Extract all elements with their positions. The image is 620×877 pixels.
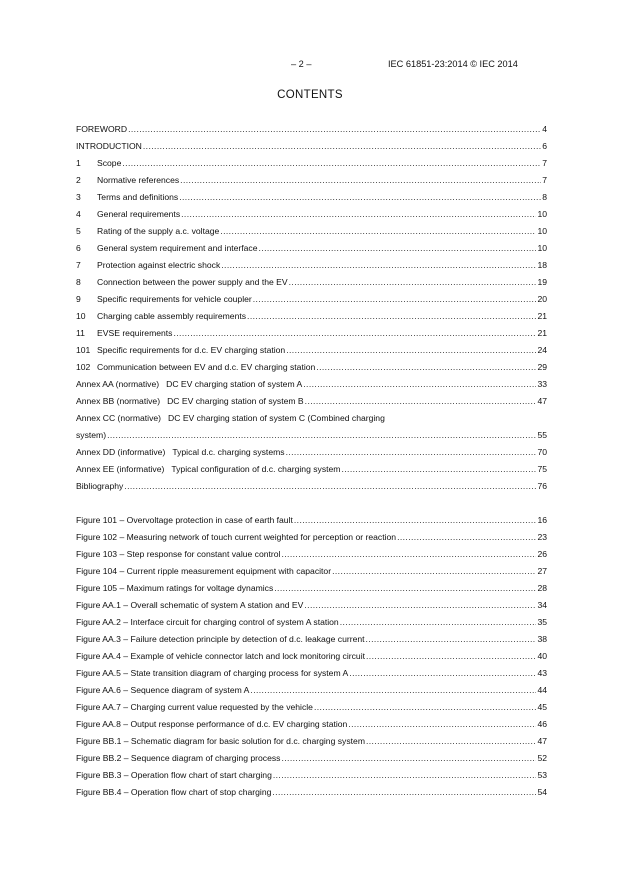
dot-leader (173, 325, 536, 342)
entry-title: DC EV charging station of system C (Combined charging (168, 413, 385, 423)
toc-entry[interactable] (76, 393, 547, 410)
entry-page-number: 54 (537, 787, 547, 797)
toc-entry[interactable] (76, 342, 547, 359)
dot-leader (253, 291, 537, 308)
entry-page-number: 10 (537, 243, 547, 253)
entry-title: FOREWORD (76, 124, 128, 134)
entry-page-number: 7 (542, 158, 547, 168)
toc-entry[interactable] (76, 665, 547, 682)
dot-leader (107, 427, 536, 444)
entry-page-number: 16 (537, 515, 547, 525)
entry-page-number: 55 (537, 430, 547, 440)
entry-title: General requirements (97, 209, 181, 219)
toc-entry[interactable] (76, 359, 547, 376)
dot-leader (366, 733, 536, 750)
section-number: 8 (76, 277, 81, 287)
figure-title: Figure 105 – Maximum ratings for voltage dynamics (76, 583, 274, 593)
figure-title: Figure AA.4 – Example of vehicle connector latch and lock monitoring circuit (76, 651, 365, 661)
toc-entry[interactable] (76, 750, 547, 767)
entry-page-number: 44 (537, 685, 547, 695)
page-title: CONTENTS (277, 89, 343, 101)
entry-title: Specific requirements for d.c. EV charging station (97, 345, 286, 355)
entry-page-number: 8 (542, 192, 547, 202)
toc-entry[interactable] (76, 529, 547, 546)
figure-title: Figure AA.5 – State transition diagram of charging process for system A (76, 668, 349, 678)
entry-page-number: 4 (542, 124, 547, 134)
entry-title-continued: system) (76, 430, 107, 440)
toc-entry[interactable] (76, 546, 547, 563)
dot-leader (303, 376, 536, 393)
entry-page-number: 40 (537, 651, 547, 661)
toc-entry[interactable] (76, 189, 547, 206)
annex-label: Annex CC (normative) (76, 413, 162, 423)
figure-title: Figure 104 – Current ripple measurement equipment with capacitor (76, 566, 332, 576)
entry-title: Communication between EV and d.c. EV charging station (97, 362, 316, 372)
entry-page-number: 10 (537, 209, 547, 219)
dot-leader (286, 342, 536, 359)
figure-title: Figure AA.6 – Sequence diagram of system A (76, 685, 250, 695)
entry-title: DC EV charging station of system A (166, 379, 303, 389)
dot-leader (366, 648, 536, 665)
page-number: – 2 – (291, 59, 312, 69)
toc-entry[interactable] (76, 512, 547, 529)
section-number: 10 (76, 311, 86, 321)
toc-entry[interactable] (76, 308, 547, 325)
dot-leader (305, 393, 537, 410)
entry-page-number: 52 (537, 753, 547, 763)
list-of-figures (76, 512, 547, 801)
entry-page-number: 38 (537, 634, 547, 644)
entry-title: Typical configuration of d.c. charging system (171, 464, 341, 474)
entry-title: General system requirement and interface (97, 243, 258, 253)
entry-title: Connection between the power supply and the EV (97, 277, 288, 287)
dot-leader (348, 716, 536, 733)
entry-page-number: 47 (537, 736, 547, 746)
entry-title: Terms and definitions (97, 192, 179, 202)
entry-title: Scope (97, 158, 122, 168)
dot-leader (247, 308, 536, 325)
dot-leader (273, 767, 537, 784)
dot-leader (220, 223, 536, 240)
dot-leader (289, 274, 537, 291)
dot-leader (143, 138, 541, 155)
dot-leader (304, 597, 536, 614)
dot-leader (281, 750, 536, 767)
dot-leader (272, 784, 536, 801)
section-number: 9 (76, 294, 81, 304)
dot-leader (274, 580, 536, 597)
entry-page-number: 27 (537, 566, 547, 576)
dot-leader (250, 682, 536, 699)
dot-leader (124, 478, 536, 495)
toc-entry[interactable] (76, 257, 547, 274)
toc-entry[interactable] (76, 325, 547, 342)
entry-page-number: 21 (537, 311, 547, 321)
section-number: 102 (76, 362, 91, 372)
dot-leader (281, 546, 536, 563)
toc-entry[interactable] (76, 597, 547, 614)
section-number: 5 (76, 226, 81, 236)
toc-entry[interactable] (76, 699, 547, 716)
toc-entry[interactable] (76, 461, 547, 478)
figure-title: Figure AA.7 – Charging current value requested by the vehicle (76, 702, 313, 712)
entry-page-number: 19 (537, 277, 547, 287)
toc-entry[interactable] (76, 223, 547, 240)
toc-entry-annex-cc-line1[interactable] (76, 410, 547, 427)
dot-leader (332, 563, 536, 580)
document-reference: IEC 61851-23:2014 © IEC 2014 (388, 59, 518, 69)
dot-leader (294, 512, 537, 529)
entry-page-number: 35 (537, 617, 547, 627)
dot-leader (221, 257, 536, 274)
entry-page-number: 43 (537, 668, 547, 678)
figure-title: Figure 103 – Step response for constant value control (76, 549, 281, 559)
section-number: 4 (76, 209, 81, 219)
toc-entry[interactable] (76, 580, 547, 597)
figure-title: Figure AA.8 – Output response performance of d.c. EV charging station (76, 719, 348, 729)
section-number: 1 (76, 158, 81, 168)
entry-title: Bibliography (76, 481, 124, 491)
entry-page-number: 6 (542, 141, 547, 151)
dot-leader (180, 172, 541, 189)
toc-entry[interactable] (76, 155, 547, 172)
entry-title: Typical d.c. charging systems (172, 447, 285, 457)
dot-leader (397, 529, 536, 546)
table-of-contents (76, 121, 547, 495)
figure-title: Figure BB.3 – Operation flow chart of start charging (76, 770, 272, 780)
entry-title: Rating of the supply a.c. voltage (97, 226, 220, 236)
dot-leader (128, 121, 541, 138)
entry-page-number: 34 (537, 600, 547, 610)
entry-title: DC EV charging station of system B (167, 396, 304, 406)
dot-leader (340, 614, 537, 631)
entry-title: Protection against electric shock (97, 260, 221, 270)
toc-entry[interactable] (76, 121, 547, 138)
dot-leader (349, 665, 536, 682)
toc-entry[interactable] (76, 648, 547, 665)
toc-entry[interactable] (76, 376, 547, 393)
entry-page-number: 33 (537, 379, 547, 389)
entry-page-number: 10 (537, 226, 547, 236)
figure-title: Figure BB.1 – Schematic diagram for basic solution for d.c. charging system (76, 736, 365, 746)
entry-page-number: 76 (537, 481, 547, 491)
entry-page-number: 70 (537, 447, 547, 457)
dot-leader (316, 359, 536, 376)
toc-entry[interactable] (76, 631, 547, 648)
section-number: 2 (76, 175, 81, 185)
annex-label: Annex BB (normative) (76, 396, 161, 406)
toc-entry[interactable] (76, 240, 547, 257)
toc-entry[interactable] (76, 682, 547, 699)
entry-page-number: 26 (537, 549, 547, 559)
entry-page-number: 24 (537, 345, 547, 355)
dot-leader (179, 189, 541, 206)
dot-leader (259, 240, 537, 257)
toc-entry[interactable] (76, 784, 547, 801)
entry-page-number: 7 (542, 175, 547, 185)
entry-page-number: 28 (537, 583, 547, 593)
toc-entry[interactable] (76, 172, 547, 189)
entry-title: EVSE requirements (97, 328, 173, 338)
dot-leader (314, 699, 536, 716)
annex-label: Annex DD (informative) (76, 447, 166, 457)
toc-entry[interactable] (76, 614, 547, 631)
dot-leader (286, 444, 537, 461)
section-number: 101 (76, 345, 91, 355)
toc-entry[interactable] (76, 138, 547, 155)
figure-title: Figure AA.3 – Failure detection principle by detection of d.c. leakage current (76, 634, 365, 644)
dot-leader (366, 631, 537, 648)
toc-entry[interactable] (76, 478, 547, 495)
annex-label: Annex AA (normative) (76, 379, 160, 389)
entry-title: Charging cable assembly requirements (97, 311, 247, 321)
entry-page-number: 18 (537, 260, 547, 270)
entry-page-number: 53 (537, 770, 547, 780)
entry-page-number: 75 (537, 464, 547, 474)
section-number: 11 (76, 328, 85, 338)
entry-page-number: 20 (537, 294, 547, 304)
section-number: 7 (76, 260, 81, 270)
toc-entry[interactable] (76, 733, 547, 750)
entry-page-number: 23 (537, 532, 547, 542)
toc-entry[interactable] (76, 274, 547, 291)
entry-page-number: 46 (537, 719, 547, 729)
dot-leader (122, 155, 541, 172)
entry-title: Normative references (97, 175, 180, 185)
figure-title: Figure BB.4 – Operation flow chart of stop charging (76, 787, 272, 797)
toc-entry[interactable] (76, 716, 547, 733)
entry-title: Specific requirements for vehicle coupler (97, 294, 252, 304)
dot-leader (341, 461, 536, 478)
entry-page-number: 21 (537, 328, 547, 338)
section-number: 3 (76, 192, 81, 202)
entry-page-number: 45 (537, 702, 547, 712)
figure-title: Figure 101 – Overvoltage protection in case of earth fault (76, 515, 293, 525)
toc-entry[interactable] (76, 206, 547, 223)
toc-entry[interactable] (76, 427, 547, 444)
dot-leader (181, 206, 536, 223)
entry-title: INTRODUCTION (76, 141, 142, 151)
figure-title: Figure BB.2 – Sequence diagram of charging process (76, 753, 281, 763)
toc-entry[interactable] (76, 767, 547, 784)
entry-page-number: 47 (537, 396, 547, 406)
section-number: 6 (76, 243, 81, 253)
toc-entry[interactable] (76, 444, 547, 461)
figure-title: Figure 102 – Measuring network of touch current weighted for perception or reaction (76, 532, 397, 542)
toc-entry[interactable] (76, 563, 547, 580)
annex-label: Annex EE (informative) (76, 464, 165, 474)
toc-entry[interactable] (76, 291, 547, 308)
figure-title: Figure AA.2 – Interface circuit for charging control of system A station (76, 617, 339, 627)
figure-title: Figure AA.1 – Overall schematic of system A station and EV (76, 600, 304, 610)
entry-page-number: 29 (537, 362, 547, 372)
